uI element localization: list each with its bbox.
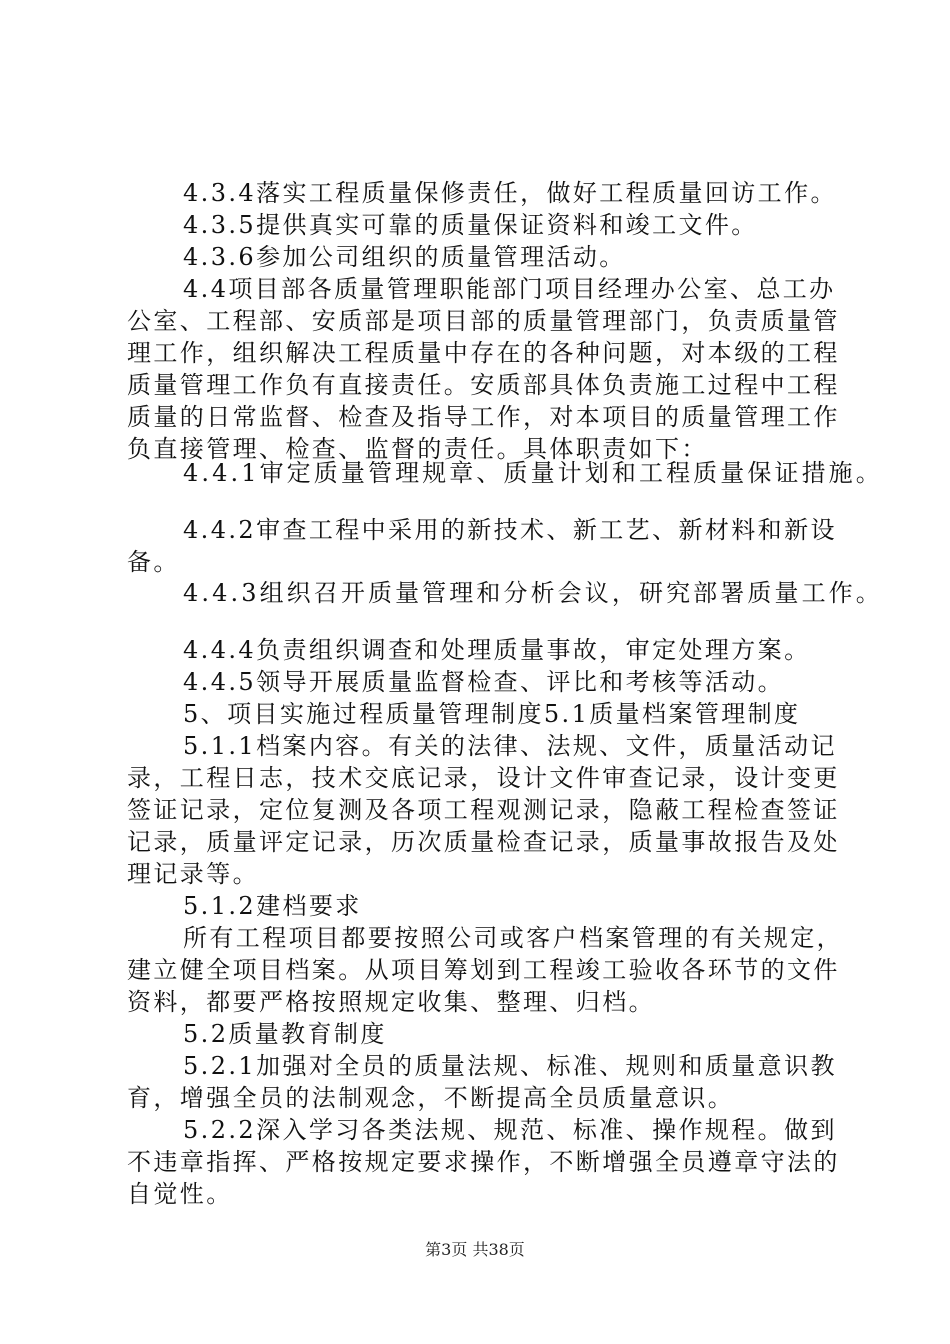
text-line: 4.4.5领导开展质量监督检查、评比和考核等活动。	[183, 668, 785, 696]
text-line: 4.4.4负责组织调查和处理质量事故，审定处理方案。	[183, 636, 811, 664]
text-line: 4.4.2审查工程中采用的新技术、新工艺、新材料和新设	[183, 516, 837, 544]
text-line: 理记录等。	[127, 860, 259, 888]
text-line: 4.4项目部各质量管理职能部门项目经理办公室、总工办	[183, 275, 836, 303]
text-line: 4.4.1审定质量管理规章、质量计划和工程质量保证措施。	[183, 459, 883, 487]
text-line: 备。	[127, 548, 180, 576]
text-line: 负直接管理、检查、监督的责任。具体职责如下：	[127, 435, 708, 463]
text-line: 质量的日常监督、检查及指导工作，对本项目的质量管理工作	[127, 403, 840, 431]
text-line: 育，增强全员的法制观念，不断提高全员质量意识。	[127, 1084, 735, 1112]
text-line: 所有工程项目都要按照公司或客户档案管理的有关规定，	[183, 924, 843, 952]
text-line: 5.1.2建档要求	[183, 892, 362, 920]
text-line: 5.2.2深入学习各类法规、规范、标准、操作规程。做到	[183, 1116, 837, 1144]
text-line: 签证记录，定位复测及各项工程观测记录，隐蔽工程检查签证	[127, 796, 840, 824]
text-line: 记录，质量评定记录，历次质量检查记录，质量事故报告及处	[127, 828, 840, 856]
text-line: 5.2.1加强对全员的质量法规、标准、规则和质量意识教	[183, 1052, 837, 1080]
text-line: 4.3.5提供真实可靠的质量保证资料和竣工文件。	[183, 211, 758, 239]
text-line: 5、项目实施过程质量管理制度5.1质量档案管理制度	[183, 700, 801, 728]
text-line: 5.2质量教育制度	[183, 1020, 387, 1048]
text-line: 理工作，组织解决工程质量中存在的各种问题，对本级的工程	[127, 339, 840, 367]
text-line: 录，工程日志，技术交底记录，设计文件审查记录，设计变更	[127, 764, 840, 792]
text-line: 资料，都要严格按照规定收集、整理、归档。	[127, 988, 655, 1016]
text-line: 5.1.1档案内容。有关的法律、法规、文件，质量活动记	[183, 732, 837, 760]
text-line: 4.3.4落实工程质量保修责任，做好工程质量回访工作。	[183, 179, 837, 207]
text-line: 自觉性。	[127, 1180, 233, 1208]
text-line: 质量管理工作负有直接责任。安质部具体负责施工过程中工程	[127, 371, 840, 399]
text-line: 公室、工程部、安质部是项目部的质量管理部门，负责质量管	[127, 307, 840, 335]
text-line: 建立健全项目档案。从项目筹划到工程竣工验收各环节的文件	[127, 956, 840, 984]
page-number: 第3页 共38页	[425, 1240, 525, 1259]
text-line: 4.3.6参加公司组织的质量管理活动。	[183, 243, 626, 271]
text-line: 不违章指挥、严格按规定要求操作，不断增强全员遵章守法的	[127, 1148, 840, 1176]
text-line: 4.4.3组织召开质量管理和分析会议，研究部署质量工作。	[183, 579, 883, 607]
